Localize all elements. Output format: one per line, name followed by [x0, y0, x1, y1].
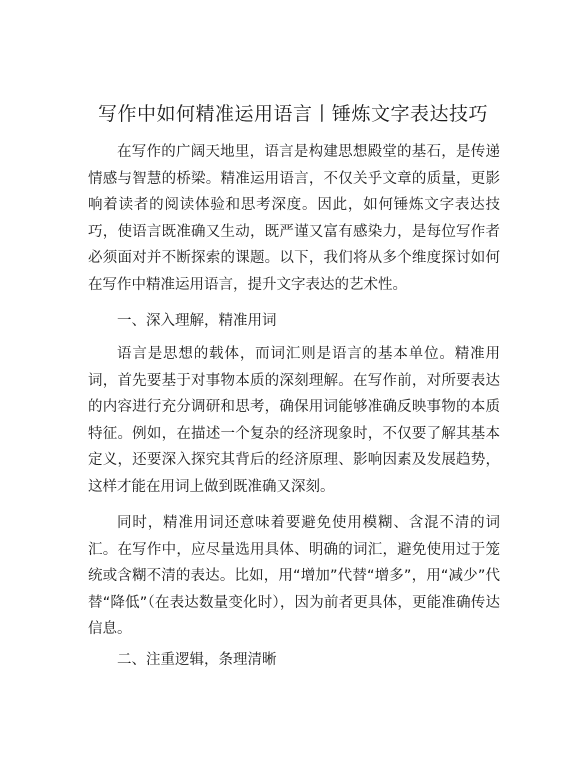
- document-title: 写作中如何精准运用语言丨锤炼文字表达技巧: [97, 103, 488, 125]
- body-paragraph-1: 语言是思想的载体，而词汇则是语言的基本单位。精准用词，首先要基于对事物本质的深刻理解。在写作前，对所要表达的内容进行充分调研和思考，确保用词能够准确反映事物的本质特征。例如，在描述一个复杂的经济现象时，不仅要了解其基本定义，还要深入探究其背后的经济原理、影响因素及发展趋势，这样才能在用词上做到既准确又深刻。: [88, 346, 500, 495]
- section-heading-1: 一、深入理解，精准用词: [117, 313, 277, 329]
- intro-paragraph: 在写作的广阔天地里，语言是构建思想殿堂的基石，是传递情感与智慧的桥梁。精准运用语言，不仅关乎文章的质量，更影响着读者的阅读体验和思考深度。因此，如何锤炼文字表达技巧，使语言既准确又生动，既严谨又富有感染力，是每位写作者必须面对并不断探索的课题。以下，我们将从多个维度探讨如何在写作中精准运用语言，提升文字表达的艺术性。: [88, 144, 500, 293]
- body-paragraph-2: 同时，精准用词还意味着要避免使用模糊、含混不清的词汇。在写作中，应尽量选用具体、明确的词汇，避免使用过于笼统或含糊不清的表达。比如，用“增加”代替“增多”，用“减少”代替“降低”（在表达数量变化时），因为前者更具体，更能准确传达信息。: [88, 515, 500, 637]
- section-heading-2: 二、注重逻辑，条理清晰: [117, 652, 277, 668]
